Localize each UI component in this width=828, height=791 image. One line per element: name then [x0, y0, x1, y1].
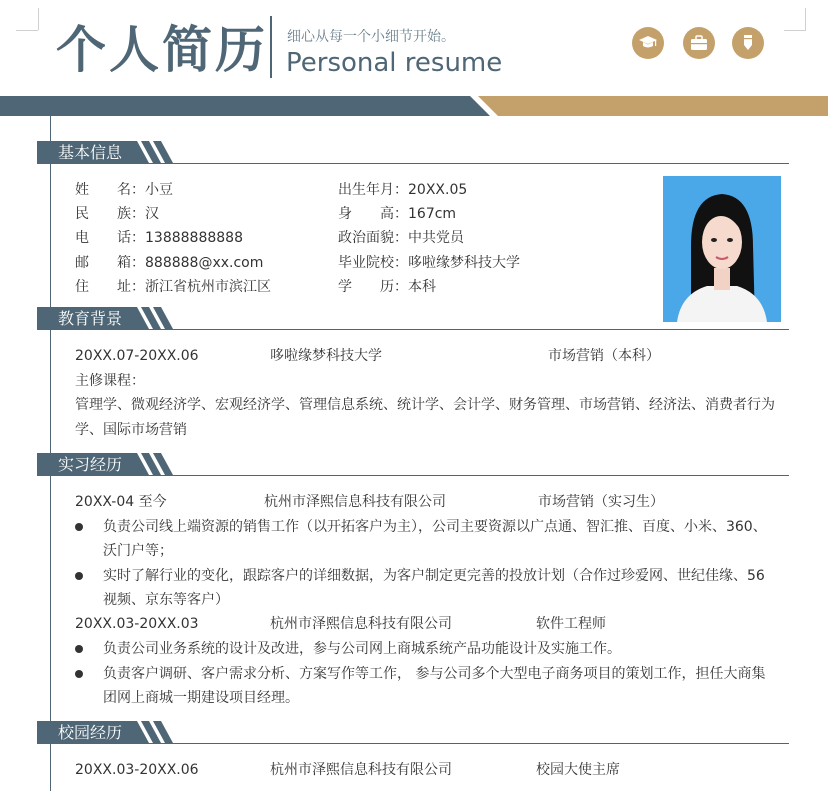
job-role: 市场营销（实习生）: [538, 494, 664, 510]
job-company: 杭州市泽熙信息科技有限公司: [264, 494, 446, 510]
job-bullet: 负责客户调研、客户需求分析、方案写作等工作， 参与公司多个大型电子商务项目的策划工作，担任大商集团网上商城一期建设项目经理。: [75, 662, 775, 710]
section-education: [37, 307, 789, 331]
bullet-dot: [75, 645, 83, 653]
section-basic-info: [37, 141, 789, 165]
section-rule: [37, 163, 789, 164]
graduation-cap-icon: [632, 27, 664, 59]
title-divider: [270, 16, 272, 78]
section-title: 实习经历: [58, 455, 123, 474]
campus-role: 校园大使主席: [536, 762, 620, 778]
section-campus: [37, 721, 789, 745]
bullet-dot: [75, 572, 83, 580]
campus-period: 20XX.03-20XX.06: [75, 762, 199, 778]
header-color-bar: [0, 96, 828, 116]
section-title: 校园经历: [58, 723, 123, 742]
corner-mark: [38, 8, 39, 30]
bullet-dot: [75, 670, 83, 678]
section-rule: [37, 475, 789, 476]
info-row-degree: 学 历：本科: [338, 279, 436, 295]
education-school: 哆啦缘梦科技大学: [270, 348, 382, 364]
resume-title-en: Personal resume: [286, 48, 503, 78]
corner-mark: [805, 8, 806, 30]
info-row-address: 住 址：浙江省杭州市滨江区: [75, 279, 271, 295]
job-role: 软件工程师: [536, 616, 606, 632]
info-row-political: 政治面貌：中共党员: [338, 230, 464, 246]
section-internship: [37, 453, 789, 477]
info-row-ethnicity: 民 族：汉: [75, 206, 159, 222]
education-major: 市场营销（本科）: [548, 348, 660, 364]
job-bullet: 实时了解行业的变化，跟踪客户的详细数据，为客户制定更完善的投放计划（合作过珍爱网、世纪佳缘、56视频、京东等客户）: [75, 564, 775, 612]
campus-company: 杭州市泽熙信息科技有限公司: [270, 762, 452, 778]
section-title: 教育背景: [58, 309, 123, 328]
section-title: 基本信息: [58, 143, 123, 162]
corner-mark: [784, 8, 806, 31]
courses-list: 管理学、微观经济学、宏观经济学、管理信息系统、统计学、会计学、财务管理、市场营销、经济法、消费者行为学、国际市场营销: [75, 397, 775, 438]
info-row-email: 邮 箱：888888@xx.com: [75, 255, 264, 271]
pen-icon: [732, 27, 764, 59]
job-period: 20XX-04 至今: [75, 494, 167, 510]
resume-slogan: 细心从每一个小细节开始。: [287, 29, 455, 45]
education-period: 20XX.07-20XX.06: [75, 348, 199, 364]
section-rule: [37, 329, 789, 330]
info-row-phone: 电 话：13888888888: [75, 230, 243, 246]
job-bullet: 负责公司线上端资源的销售工作（以开拓客户为主），公司主要资源以广点通、智汇推、百度、小米、360、沃门户等；: [75, 515, 775, 563]
corner-mark: [16, 8, 38, 31]
resume-title-cn: 个人简历: [56, 21, 268, 79]
job-company: 杭州市泽熙信息科技有限公司: [270, 616, 452, 632]
info-row-height: 身 高：167cm: [338, 206, 457, 222]
info-row-name: 姓 名：小豆: [75, 182, 173, 198]
profile-photo: [663, 176, 781, 322]
section-rule: [37, 743, 789, 744]
job-period: 20XX.03-20XX.03: [75, 616, 199, 632]
courses-label: 主修课程：: [75, 373, 145, 389]
info-row-birth: 出生年月：20XX.05: [338, 182, 468, 198]
job-bullet: 负责公司业务系统的设计及改进，参与公司网上商城系统产品功能设计及实施工作。: [75, 637, 775, 661]
info-row-school: 毕业院校：哆啦缘梦科技大学: [338, 255, 520, 271]
bullet-dot: [75, 523, 83, 531]
briefcase-icon: [683, 27, 715, 59]
